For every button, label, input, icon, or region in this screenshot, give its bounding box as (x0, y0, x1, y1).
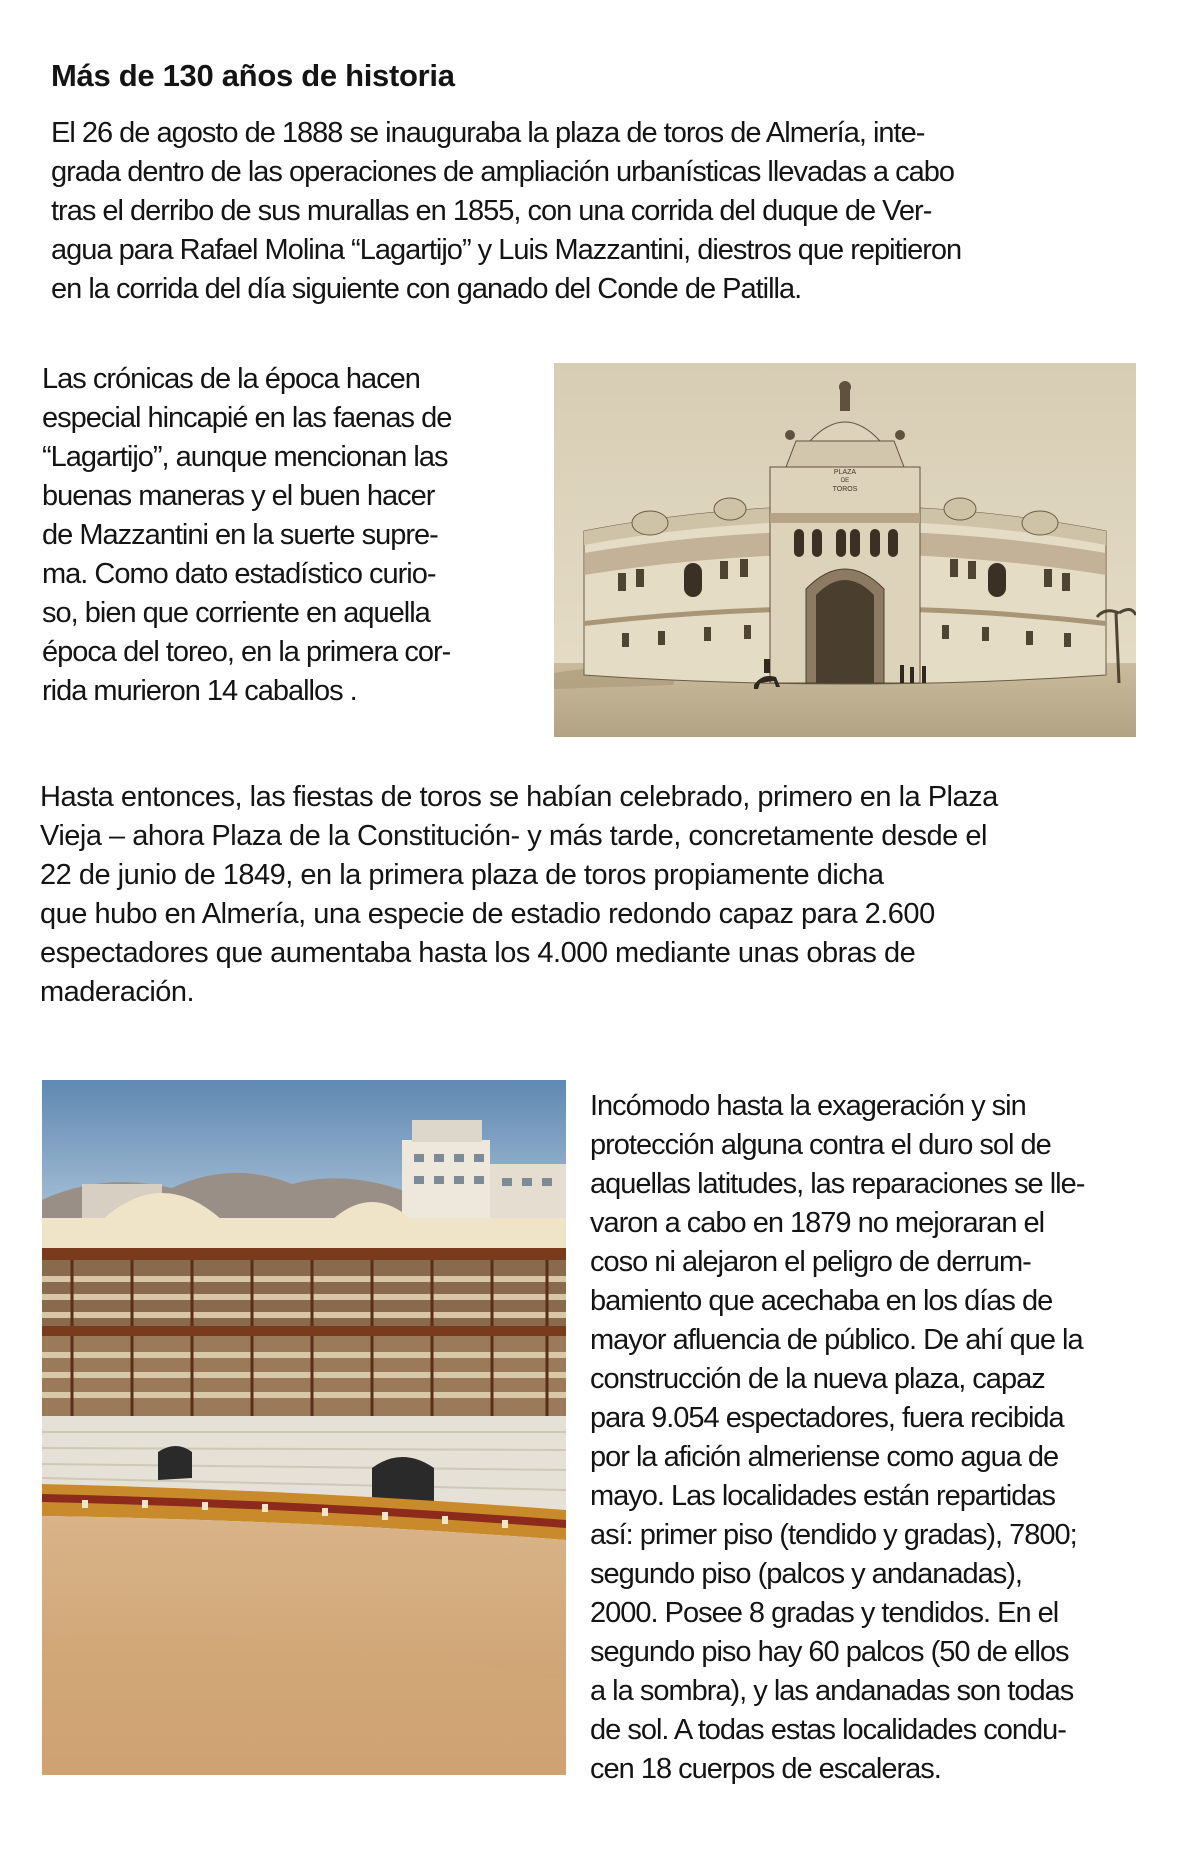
text-line: construcción de la nueva plaza, capaz (590, 1363, 1045, 1395)
text-line: época del toreo, en la primera cor- (42, 636, 451, 668)
chronicles-paragraph (42, 360, 451, 711)
page-title: Más de 130 años de historia (51, 58, 455, 93)
text-line: protección alguna contra el duro sol de (590, 1129, 1051, 1161)
text-line: varon a cabo en 1879 no mejoraran el (590, 1207, 1045, 1239)
text-line: bamiento que acechaba en los días de (590, 1285, 1053, 1317)
text-line: El 26 de agosto de 1888 se inauguraba la plaza de toros de Almería, inte- (51, 117, 925, 149)
text-line: de sol. A todas estas localidades condu- (590, 1714, 1066, 1746)
text-line: segundo piso (palcos y andanadas), (590, 1558, 1022, 1590)
text-line: mayor afluencia de público. De ahí que la (590, 1324, 1083, 1356)
text-line: ma. Como dato estadístico curio- (42, 558, 436, 590)
text-line: a la sombra), y las andanadas son todas (590, 1675, 1074, 1707)
text-line: Hasta entonces, las fiestas de toros se habían celebrado, primero en la Plaza (40, 781, 998, 813)
text-line: grada dentro de las operaciones de ampliación urbanísticas llevadas a cabo (51, 156, 954, 188)
text-line: 2000. Posee 8 gradas y tendidos. En el (590, 1597, 1059, 1629)
text-line: buenas maneras y el buen hacer (42, 480, 435, 512)
text-line: en la corrida del día siguiente con ganado del Conde de Patilla. (51, 273, 802, 305)
history-paragraph (40, 778, 998, 1012)
text-line: especial hincapié en las faenas de (42, 402, 452, 434)
text-line: so, bien que corriente en aquella (42, 597, 430, 629)
text-line: de Mazzantini en la suerte supre- (42, 519, 438, 551)
text-line: Las crónicas de la época hacen (42, 363, 420, 395)
facade-sign-line: DE (840, 478, 850, 484)
text-line: tras el derribo de sus murallas en 1855, con una corrida del duque de Ver- (51, 195, 932, 227)
historic-bullring-photo (554, 363, 1136, 737)
text-line: maderación. (40, 976, 195, 1008)
text-line: segundo piso hay 60 palcos (50 de ellos (590, 1636, 1069, 1668)
bullring-interior-photo (42, 1080, 566, 1775)
text-line: rida murieron 14 caballos . (42, 675, 357, 707)
text-line: así: primer piso (tendido y gradas), 7800; (590, 1519, 1077, 1551)
text-line: Incómodo hasta la exageración y sin (590, 1090, 1026, 1122)
text-line: para 9.054 espectadores, fuera recibida (590, 1402, 1064, 1434)
text-line: Vieja – ahora Plaza de la Constitución- y más tarde, concretamente desde el (40, 820, 987, 852)
text-line: agua para Rafael Molina “Lagartijo” y Luis Mazzantini, diestros que repitieron (51, 234, 962, 266)
text-line: coso ni alejaron el peligro de derrum- (590, 1246, 1031, 1278)
facade-sign-line: PLAZA (833, 469, 857, 476)
text-line: aquellas latitudes, las reparaciones se lle- (590, 1168, 1085, 1200)
text-line: “Lagartijo”, aunque mencionan las (42, 441, 448, 473)
intro-paragraph (51, 114, 961, 309)
facade-sign-line: TOROS (832, 486, 858, 493)
text-line: cen 18 cuerpos de escaleras. (590, 1753, 941, 1785)
text-line: mayo. Las localidades están repartidas (590, 1480, 1055, 1512)
reforms-paragraph (590, 1087, 1084, 1789)
text-line: que hubo en Almería, una especie de estadio redondo capaz para 2.600 (40, 898, 935, 930)
text-line: 22 de junio de 1849, en la primera plaza de toros propiamente dicha (40, 859, 884, 891)
text-line: por la afición almeriense como agua de (590, 1441, 1059, 1473)
text-line: espectadores que aumentaba hasta los 4.000 mediante unas obras de (40, 937, 916, 969)
